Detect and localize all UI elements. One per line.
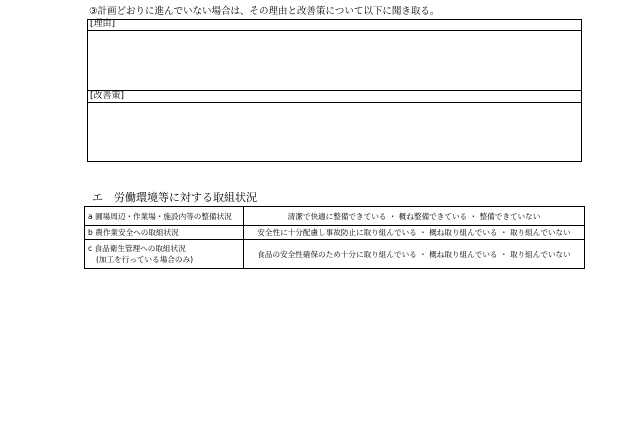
status-options: 安全性に十分配慮し事故防止に取り組んでいる ・ 概ね取り組んでいる ・ 取り組んでいない xyxy=(257,228,571,237)
item-cell xyxy=(85,240,244,269)
reason-label: [理由] xyxy=(90,19,116,29)
table-row xyxy=(85,226,585,240)
item-label: c 食品衛生管理への取組状況 xyxy=(88,244,186,253)
improvement-label: [改善策] xyxy=(90,91,125,101)
status-cell xyxy=(244,226,585,240)
status-options: 食品の安全性確保のため十分に取り組んでいる ・ 概ね取り組んでいる ・ 取り組んでいない xyxy=(257,249,571,259)
status-cell xyxy=(244,240,585,269)
labor-status-table xyxy=(84,206,585,269)
item-cell xyxy=(85,226,244,240)
improvement-label-divider xyxy=(88,102,581,103)
status-cell xyxy=(244,207,585,226)
instruction-text: ③計画どおりに進んでいない場合は、その理由と改善策について以下に聞き取る。 xyxy=(89,6,440,17)
item-cell xyxy=(85,207,244,226)
item-label: a 圃場周辺・作業場・施設内等の整備状況 xyxy=(88,211,232,221)
status-options: 清潔で快適に整備できている ・ 概ね整備できている ・ 整備できていない xyxy=(287,211,541,221)
item-note: (加工を行っている場合のみ) xyxy=(96,255,194,264)
reason-label-divider xyxy=(88,30,581,31)
table-row xyxy=(85,240,585,269)
table-row xyxy=(85,207,585,226)
item-label: b 農作業安全への取組状況 xyxy=(88,228,179,237)
reason-improvement-box xyxy=(87,19,582,162)
labor-section-heading: エ 労働環境等に対する取組状況 xyxy=(92,191,257,204)
reason-section-divider xyxy=(88,90,581,91)
